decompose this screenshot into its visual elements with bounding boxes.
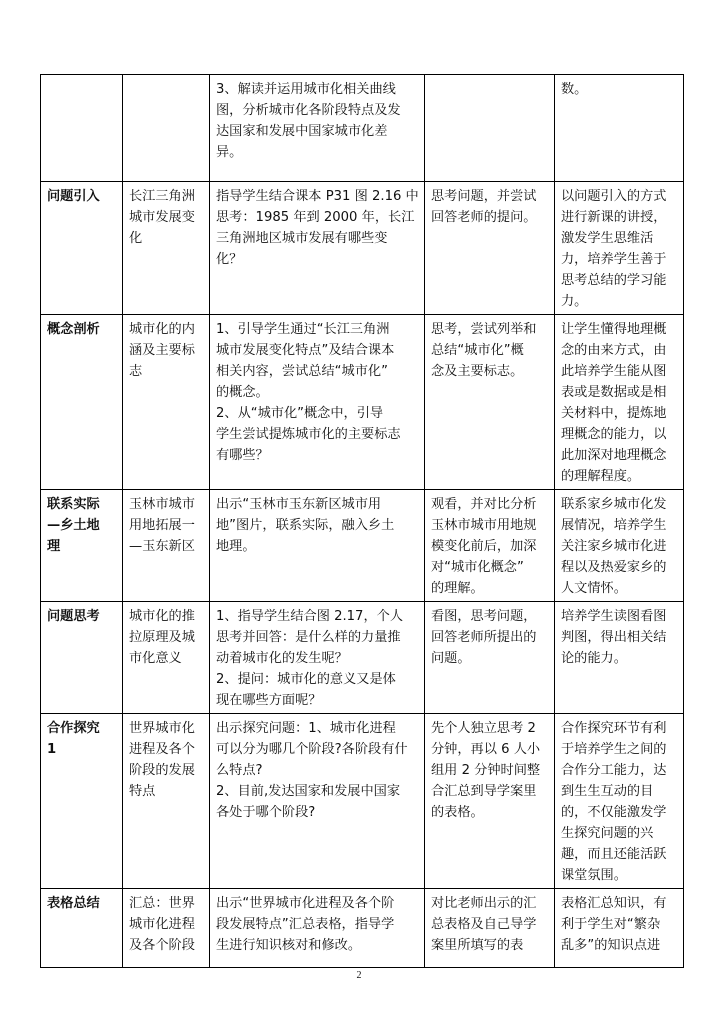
- cell-text-line: 力。: [561, 294, 588, 309]
- cell-text-line: 进行新课的讲授，: [561, 210, 667, 225]
- page-number: 2: [356, 970, 362, 981]
- content-cell: [123, 182, 210, 315]
- design-intent-cell: [555, 889, 684, 968]
- cell-text-line: 总结“城市化”概: [431, 343, 524, 358]
- design-intent-cell: [555, 490, 684, 602]
- stage-cell: [41, 490, 123, 602]
- cell-text-line: 判图，得出相关结: [561, 630, 667, 645]
- cell-text-line: 及各个阶段: [129, 938, 195, 953]
- cell-text-line: 出示“世界城市化进程及各个阶: [216, 896, 395, 911]
- cell-text-line: 城市化的推: [129, 609, 195, 624]
- cell-text-line: 1、引导学生通过“长江三角洲: [216, 322, 390, 337]
- cell-text-line: 的表格。: [431, 805, 484, 820]
- cell-text-line: 生进行知识核对和修改。: [216, 938, 362, 953]
- cell-text-line: 段发展特点”汇总表格，指导学: [216, 917, 395, 932]
- cell-text-line: 此加深对地理概念: [561, 448, 667, 463]
- stage-cell: [41, 182, 123, 315]
- design-intent-cell: [555, 182, 684, 315]
- student-activity-cell: [425, 490, 555, 602]
- cell-text-line: 看图，思考问题，: [431, 609, 537, 624]
- content-cell: [123, 602, 210, 714]
- table-row: [41, 889, 684, 968]
- cell-text-line: 的概念。: [216, 385, 269, 400]
- cell-text-line: 培养学生读图看图: [561, 609, 667, 624]
- cell-text-line: 对“城市化概念”: [431, 560, 524, 575]
- cell-text-line: 趣，而且还能活跃: [561, 847, 667, 862]
- cell-text-line: 利于学生对“繁杂: [561, 917, 661, 932]
- cell-text-line: 联系实际: [47, 497, 100, 512]
- cell-text-line: 2、提问：城市化的意义又是体: [216, 672, 396, 687]
- cell-text-line: 三角洲地区城市发展有哪些变: [216, 231, 388, 246]
- content-cell: [123, 889, 210, 968]
- cell-text-line: 玉林市城市用地规: [431, 518, 537, 533]
- cell-text-line: 指导学生结合课本 P31 图 2.16 中: [216, 189, 419, 204]
- stage-cell: [41, 75, 123, 182]
- cell-text-line: 的理解。: [431, 581, 484, 596]
- design-intent-cell: [555, 714, 684, 889]
- cell-text-line: —乡土地: [47, 518, 100, 533]
- cell-text-line: 人文情怀。: [561, 581, 627, 596]
- design-intent-cell: [555, 75, 684, 182]
- cell-text-line: 化？: [216, 252, 243, 267]
- table-row: [41, 75, 684, 182]
- cell-text-line: 化: [129, 231, 143, 246]
- student-activity-cell: [425, 889, 555, 968]
- cell-text-line: 地”图片，联系实际，融入乡土: [216, 518, 395, 533]
- stage-cell: [41, 602, 123, 714]
- cell-text-line: —玉东新区: [129, 539, 195, 554]
- cell-text-line: 么特点?: [216, 763, 263, 778]
- cell-text-line: 各处于哪个阶段?: [216, 805, 316, 820]
- cell-text-line: 于培养学生之间的: [561, 742, 667, 757]
- content-cell: [123, 75, 210, 182]
- cell-text-line: 思考，尝试列举和: [431, 322, 537, 337]
- cell-text-line: 力，培养学生善于: [561, 252, 667, 267]
- cell-text-line: 地理。: [216, 539, 256, 554]
- stage-cell: [41, 714, 123, 889]
- cell-text-line: 进程及各个: [129, 742, 195, 757]
- cell-text-line: 市化意义: [129, 651, 182, 666]
- cell-text-line: 2、从“城市化”概念中，引导: [216, 406, 384, 421]
- content-cell: [123, 490, 210, 602]
- cell-text-line: 城市化的内: [129, 322, 195, 337]
- cell-text-line: 异。: [216, 145, 243, 160]
- cell-text-line: 3、解读并运用城市化相关曲线: [216, 82, 396, 97]
- cell-text-line: 志: [129, 364, 143, 379]
- design-intent-cell: [555, 315, 684, 490]
- student-activity-cell: [425, 315, 555, 490]
- cell-text-line: 合作分工能力，达: [561, 763, 667, 778]
- teacher-activity-cell: [210, 75, 425, 182]
- cell-text-line: 城市发展变化特点”及结合课本: [216, 343, 395, 358]
- cell-text-line: 激发学生思维活: [561, 231, 654, 246]
- cell-text-line: 1: [47, 742, 57, 757]
- cell-text-line: 观看，并对比分析: [431, 497, 537, 512]
- cell-text-line: 表或是数据或是相: [561, 385, 667, 400]
- stage-cell: [41, 889, 123, 968]
- cell-text-line: 论的能力。: [561, 651, 627, 666]
- cell-text-line: 2、目前,发达国家和发展中国家: [216, 784, 401, 799]
- cell-text-line: 回答老师所提出的: [431, 630, 537, 645]
- cell-text-line: 世界城市化: [129, 721, 195, 736]
- cell-text-line: 念及主要标志。: [431, 364, 524, 379]
- student-activity-cell: [425, 75, 555, 182]
- cell-text-line: 到生生互动的目: [561, 784, 654, 799]
- table-row: [41, 490, 684, 602]
- cell-text-line: 有哪些？: [216, 448, 269, 463]
- cell-text: 概念剖析: [47, 322, 100, 337]
- cell-text-line: 拉原理及城: [129, 630, 195, 645]
- teacher-activity-cell: [210, 182, 425, 315]
- cell-text-line: 关材料中，提炼地: [561, 406, 667, 421]
- cell-text-line: 思考并回答：是什么样的力量推: [216, 630, 401, 645]
- cell-text-line: 阶段的发展: [129, 763, 195, 778]
- teacher-activity-cell: [210, 889, 425, 968]
- cell-text-line: 现在哪些方面呢？: [216, 693, 322, 708]
- lesson-plan-table-body: [41, 75, 684, 968]
- cell-text-line: 涵及主要标: [129, 343, 195, 358]
- cell-text-line: 达国家和发展中国家城市化差: [216, 124, 388, 139]
- cell-text-line: 乱多”的知识点进: [561, 938, 661, 953]
- cell-text-line: 回答老师的提问。: [431, 210, 537, 225]
- cell-text-line: 的，不仅能激发学: [561, 805, 667, 820]
- cell-text-line: 城市化进程: [129, 917, 195, 932]
- table-row: [41, 315, 684, 490]
- cell-text-line: 1、指导学生结合图 2.17，个人: [216, 609, 404, 624]
- cell-text-line: 组用 2 分钟时间整: [431, 763, 541, 778]
- cell-text-line: 理: [47, 539, 61, 554]
- cell-text-line: 学生尝试提炼城市化的主要标志: [216, 427, 401, 442]
- teacher-activity-cell: [210, 490, 425, 602]
- cell-text-line: 问题。: [431, 651, 471, 666]
- cell-text-line: 分钟，再以 6 人小: [431, 742, 541, 757]
- cell-text: 问题引入: [47, 189, 100, 204]
- cell-text-line: 出示探究问题：1、城市化进程: [216, 721, 396, 736]
- cell-text-line: 合作探究环节有利: [561, 721, 667, 736]
- teacher-activity-cell: [210, 315, 425, 490]
- teacher-activity-cell: [210, 602, 425, 714]
- cell-text-line: 特点: [129, 784, 156, 799]
- cell-text-line: 合作探究: [47, 721, 100, 736]
- cell-text-line: 思考总结的学习能: [561, 273, 667, 288]
- cell-text-line: 可以分为哪几个阶段?各阶段有什: [216, 742, 408, 757]
- cell-text-line: 动着城市化的发生呢？: [216, 651, 348, 666]
- cell-text-line: 生探究问题的兴: [561, 826, 654, 841]
- cell-text-line: 对比老师出示的汇: [431, 896, 537, 911]
- cell-text-line: 相关内容，尝试总结“城市化”: [216, 364, 388, 379]
- cell-text-line: 的理解程度。: [561, 469, 641, 484]
- cell-text-line: 课堂氛围。: [561, 868, 627, 883]
- cell-text-line: 数。: [561, 82, 588, 97]
- table-row: [41, 182, 684, 315]
- teacher-activity-cell: [210, 714, 425, 889]
- cell-text-line: 理概念的能力，以: [561, 427, 667, 442]
- cell-text-line: 让学生懂得地理概: [561, 322, 667, 337]
- content-cell: [123, 714, 210, 889]
- cell-text-line: 长江三角洲: [129, 189, 195, 204]
- cell-text-line: 城市发展变: [129, 210, 195, 225]
- cell-text-line: 总表格及自己导学: [431, 917, 537, 932]
- table-row: [41, 714, 684, 889]
- cell-text-line: 出示“玉林市玉东新区城市用: [216, 497, 382, 512]
- cell-text-line: 玉林市城市: [129, 497, 195, 512]
- table-row: [41, 602, 684, 714]
- cell-text-line: 先个人独立思考 2: [431, 721, 536, 736]
- cell-text-line: 表格汇总知识，有: [561, 896, 667, 911]
- cell-text-line: 思考问题，并尝试: [431, 189, 537, 204]
- cell-text-line: 模变化前后，加深: [431, 539, 537, 554]
- cell-text-line: 图，分析城市化各阶段特点及发: [216, 103, 401, 118]
- cell-text-line: 思考：1985 年到 2000 年，长江: [216, 210, 415, 225]
- lesson-plan-table: [40, 74, 684, 968]
- student-activity-cell: [425, 182, 555, 315]
- content-cell: [123, 315, 210, 490]
- cell-text-line: 联系家乡城市化发: [561, 497, 667, 512]
- cell-text-line: 案里所填写的表: [431, 938, 524, 953]
- stage-cell: [41, 315, 123, 490]
- cell-text-line: 汇总：世界: [129, 896, 195, 911]
- cell-text-line: 合汇总到导学案里: [431, 784, 537, 799]
- cell-text-line: 关注家乡城市化进: [561, 539, 667, 554]
- cell-text-line: 念的由来方式，由: [561, 343, 667, 358]
- cell-text-line: 程以及热爱家乡的: [561, 560, 667, 575]
- student-activity-cell: [425, 602, 555, 714]
- cell-text: 问题思考: [47, 609, 100, 624]
- design-intent-cell: [555, 602, 684, 714]
- cell-text-line: 此培养学生能从图: [561, 364, 667, 379]
- cell-text-line: 以问题引入的方式: [561, 189, 667, 204]
- cell-text: 表格总结: [47, 896, 100, 911]
- cell-text-line: 用地拓展一: [129, 518, 195, 533]
- student-activity-cell: [425, 714, 555, 889]
- cell-text-line: 展情况，培养学生: [561, 518, 667, 533]
